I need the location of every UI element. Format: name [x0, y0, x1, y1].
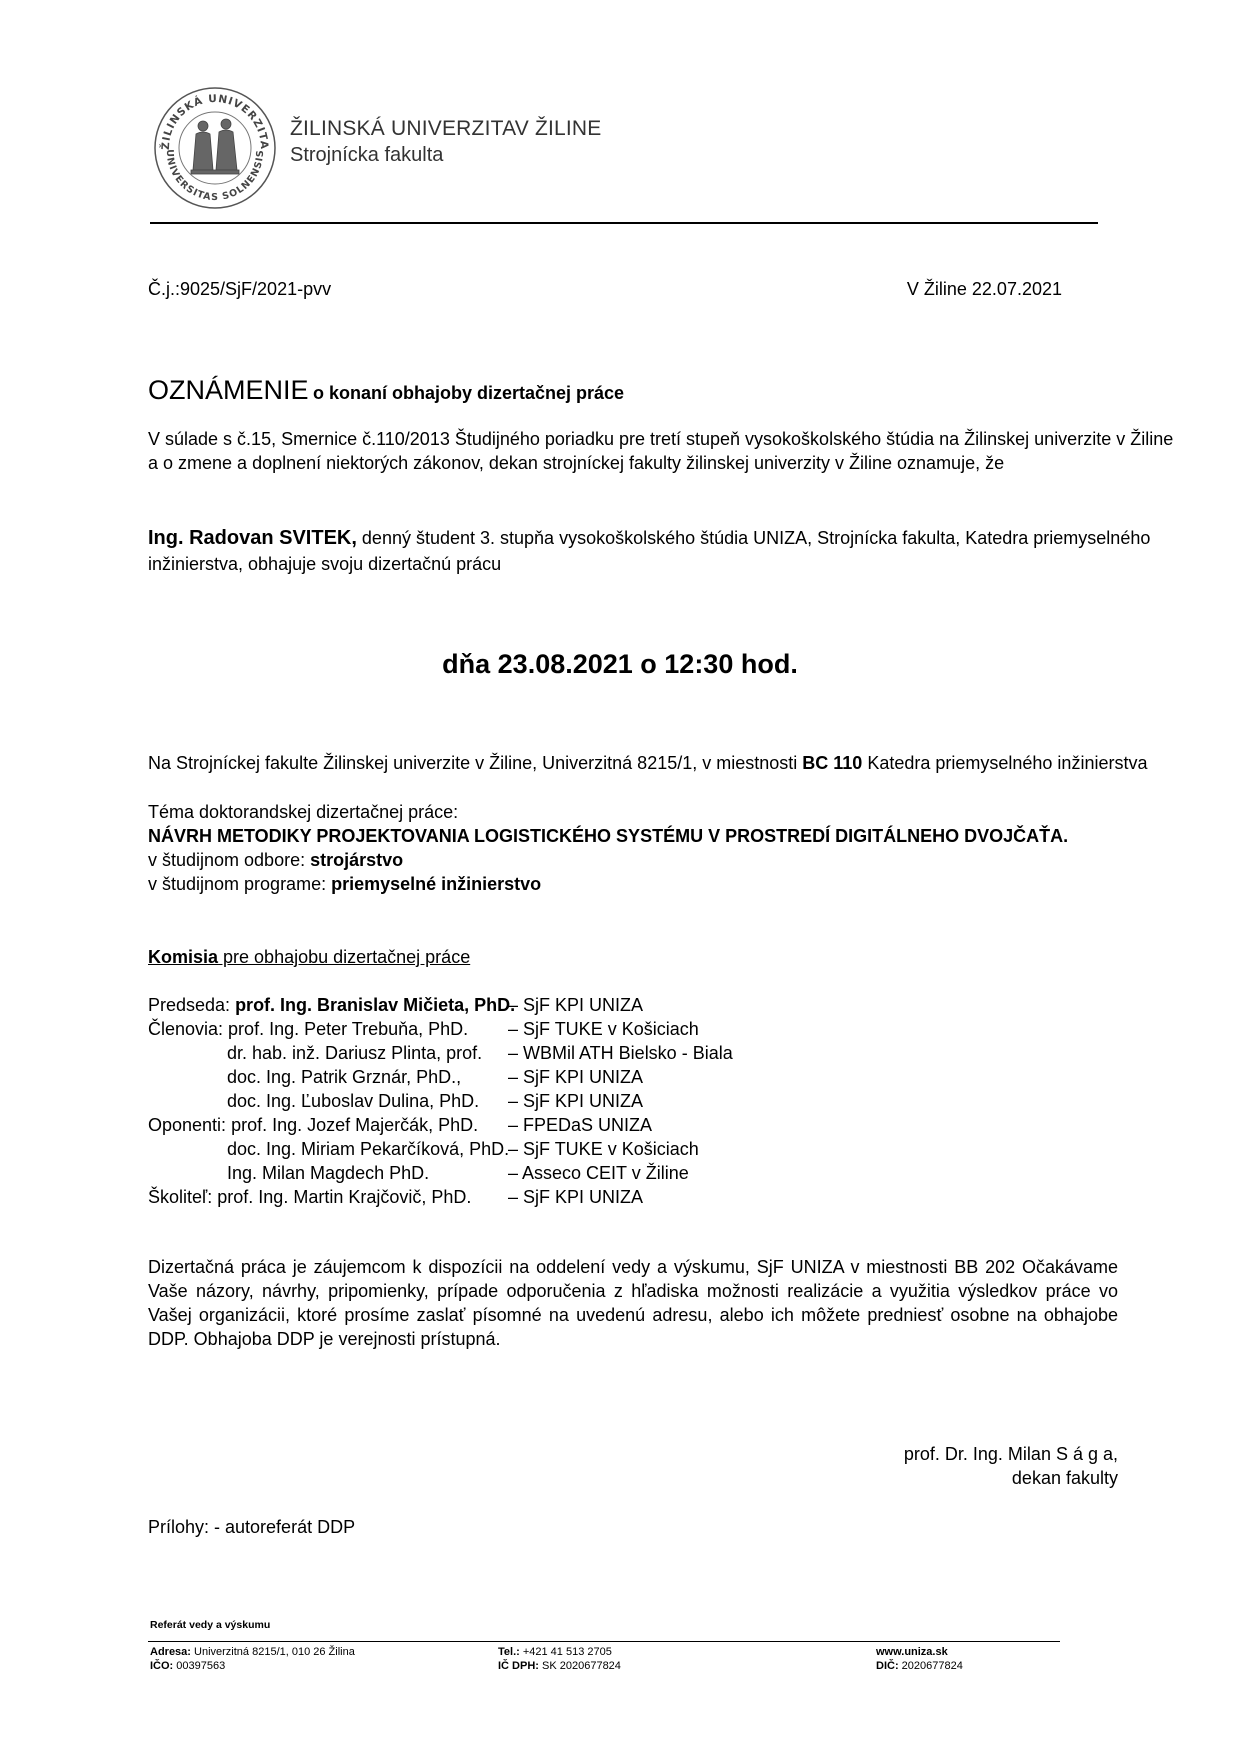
- committee-member-affiliation: – SjF KPI UNIZA: [508, 1067, 644, 1087]
- committee-member-name: doc. Ing. Miriam Pekarčíková, PhD.: [227, 1139, 510, 1159]
- attachments: Prílohy: - autoreferát DDP: [148, 1517, 356, 1537]
- committee-member-role-name: [148, 1017, 468, 1041]
- student-line-1: [148, 526, 1150, 550]
- committee-member-name: doc. Ing. Patrik Grznár, PhD.,: [227, 1067, 462, 1087]
- committee-member: [0, 1113, 1240, 1137]
- committee-member-affiliation: – SjF KPI UNIZA: [508, 1187, 644, 1207]
- committee-member: [0, 1041, 1240, 1065]
- program-value: priemyselné inžinierstvo: [331, 874, 542, 894]
- footer-department: Referát vedy a výskumu: [150, 1619, 271, 1631]
- header-divider: [150, 222, 1098, 224]
- title-sub: o konaní obhajoby dizertačnej práce: [312, 383, 625, 403]
- footer-tel: [498, 1646, 612, 1659]
- committee-member: [0, 1089, 1240, 1113]
- page-title: [148, 374, 624, 406]
- committee-member-name: prof. Ing. Jozef Majerčák, PhD.: [231, 1115, 479, 1135]
- committee-member-affiliation: – SjF KPI UNIZA: [508, 1091, 644, 1111]
- address-label: Adresa:: [150, 1646, 191, 1658]
- committee-member-role-name: [227, 1137, 509, 1161]
- signatory-title: dekan fakulty: [1011, 1468, 1118, 1488]
- committee-member-role-name: [148, 1185, 471, 1209]
- thesis-title: NÁVRH METODIKY PROJEKTOVANIA LOGISTICKÉHO SYSTÉMU V PROSTREDÍ DIGITÁLNEHO DVOJČAŤA.: [148, 826, 1069, 846]
- committee-member-role-name: [148, 993, 515, 1017]
- committee-member-name: dr. hab. inž. Dariusz Plinta, prof.: [227, 1043, 483, 1063]
- title-main: OZNÁMENIE: [148, 375, 309, 405]
- reference-number: Č.j.:9025/SjF/2021-pvv: [148, 279, 332, 299]
- icdph-value: SK 2020677824: [538, 1660, 621, 1672]
- committee-member: [0, 1065, 1240, 1089]
- committee-member-name: Ing. Milan Magdech PhD.: [227, 1163, 430, 1183]
- committee-member: [0, 993, 1240, 1017]
- location-room: BC 110: [802, 753, 863, 773]
- committee-member-affiliation: – Asseco CEIT v Žiline: [508, 1163, 689, 1183]
- defense-datetime: dňa 23.08.2021 o 12:30 hod.: [442, 649, 798, 679]
- footer-ico: [150, 1660, 225, 1673]
- university-name: ŽILINSKÁ UNIVERZITAV ŽILINE: [290, 117, 602, 140]
- footer-website[interactable]: www.uniza.sk: [876, 1646, 948, 1658]
- program-label: v študijnom programe:: [148, 874, 332, 894]
- committee-member: [0, 1185, 1240, 1209]
- committee-member-affiliation: – SjF TUKE v Košiciach: [508, 1139, 699, 1159]
- committee-heading-bold: Komisia: [148, 947, 219, 967]
- location-suffix: Katedra priemyselného inžinierstva: [862, 753, 1148, 773]
- student-line-2: inžinierstva, obhajuje svoju dizertačnú prácu: [148, 554, 502, 574]
- footer-icdph: [498, 1660, 621, 1673]
- thesis-program: [148, 872, 541, 896]
- committee-member-affiliation: – WBMil ATH Bielsko - Biala: [508, 1043, 733, 1063]
- intro-line-1: V súlade s č.15, Smernice č.110/2013 Študijného poriadku pre tretí stupeň vysokoškolského štúdia na Žilinskej univerzite v Žiline: [148, 429, 1174, 449]
- committee-member-role-name: [227, 1041, 482, 1065]
- intro-line-2: a o zmene a doplnení niektorých zákonov, dekan strojníckej fakulty žilinskej univerzity v Žiline oznamuje, že: [148, 453, 1005, 473]
- committee-member-name: prof. Ing. Peter Trebuňa, PhD.: [228, 1019, 469, 1039]
- defense-location: [148, 751, 1147, 775]
- university-seal: [153, 86, 277, 210]
- committee-member-affiliation: – FPEDaS UNIZA: [508, 1115, 653, 1135]
- footer-divider: [148, 1641, 1060, 1642]
- committee-member: [0, 1161, 1240, 1185]
- committee-role: Predseda:: [148, 995, 236, 1015]
- field-label: v študijnom odbore:: [148, 850, 311, 870]
- committee-member: [0, 1137, 1240, 1161]
- student-name: Ing. Radovan SVITEK,: [148, 527, 357, 549]
- field-value: strojárstvo: [310, 850, 404, 870]
- faculty-name: Strojnícka fakulta: [290, 144, 444, 166]
- tel-value: +421 41 513 2705: [519, 1646, 612, 1658]
- committee-member-role-name: [227, 1161, 429, 1185]
- thesis-field: [148, 848, 403, 872]
- committee-role: Členovia:: [148, 1019, 229, 1039]
- committee-heading: [148, 945, 470, 969]
- committee-member-role-name: [227, 1065, 461, 1089]
- signatory-name: prof. Dr. Ing. Milan S á g a,: [903, 1444, 1118, 1464]
- committee-member-name: prof. Ing. Branislav Mičieta, PhD.: [235, 995, 516, 1015]
- footer-address: [150, 1646, 355, 1659]
- committee-member-name: doc. Ing. Ľuboslav Dulina, PhD.: [227, 1091, 480, 1111]
- committee-member-role-name: [148, 1113, 478, 1137]
- committee-member-role-name: [227, 1089, 479, 1113]
- seal-text-top: ŽILINSKÁ UNIVERZITA: [159, 92, 271, 151]
- committee-member: [0, 1017, 1240, 1041]
- location-prefix: Na Strojníckej fakulte Žilinskej univerzite v Žiline, Univerzitná 8215/1, v miestnosti: [148, 753, 803, 773]
- committee-member-affiliation: – SjF TUKE v Košiciach: [508, 1019, 699, 1039]
- address-value: Univerzitná 8215/1, 010 26 Žilina: [190, 1646, 355, 1658]
- student-description: denný študent 3. stupňa vysokoškolského štúdia UNIZA, Strojnícka fakulta, Katedra priemyselného: [356, 528, 1151, 548]
- ico-label: IČO:: [150, 1660, 174, 1672]
- dic-label: DIČ:: [876, 1660, 899, 1672]
- committee-role: Školiteľ:: [148, 1187, 218, 1207]
- tel-label: Tel.:: [498, 1646, 520, 1658]
- committee-heading-rest: pre obhajobu dizertačnej práce: [218, 947, 471, 967]
- thesis-label: Téma doktorandskej dizertačnej práce:: [148, 802, 459, 822]
- place-date: V Žiline 22.07.2021: [906, 279, 1062, 299]
- icdph-label: IČ DPH:: [498, 1660, 539, 1672]
- dic-value: 2020677824: [898, 1660, 963, 1672]
- seal-text-bottom: UNIVERSITAS SOLNENSIS: [163, 149, 267, 204]
- ico-value: 00397563: [173, 1660, 226, 1672]
- committee-role: Oponenti:: [148, 1115, 232, 1135]
- committee-member-affiliation: – SjF KPI UNIZA: [508, 995, 644, 1015]
- footer-dic: [876, 1660, 963, 1673]
- committee-member-name: prof. Ing. Martin Krajčovič, PhD.: [217, 1187, 472, 1207]
- closing-paragraph: Dizertačná práca je záujemcom k dispozícii na oddelení vedy a výskumu, SjF UNIZA v miestnosti BB 202 Očakávame Vaše názory, návrhy, pripomienky, prípade odporučenia z hľadiska možnosti realizácie a využitia výsledkov práce vo Vašej organizácii, ktoré prosíme zaslať písomné na uvedenú adresu, alebo ich môžete predniesť osobne na obhajobe DDP. Obhajoba DDP je verejnosti prístupná.: [148, 1257, 1118, 1349]
